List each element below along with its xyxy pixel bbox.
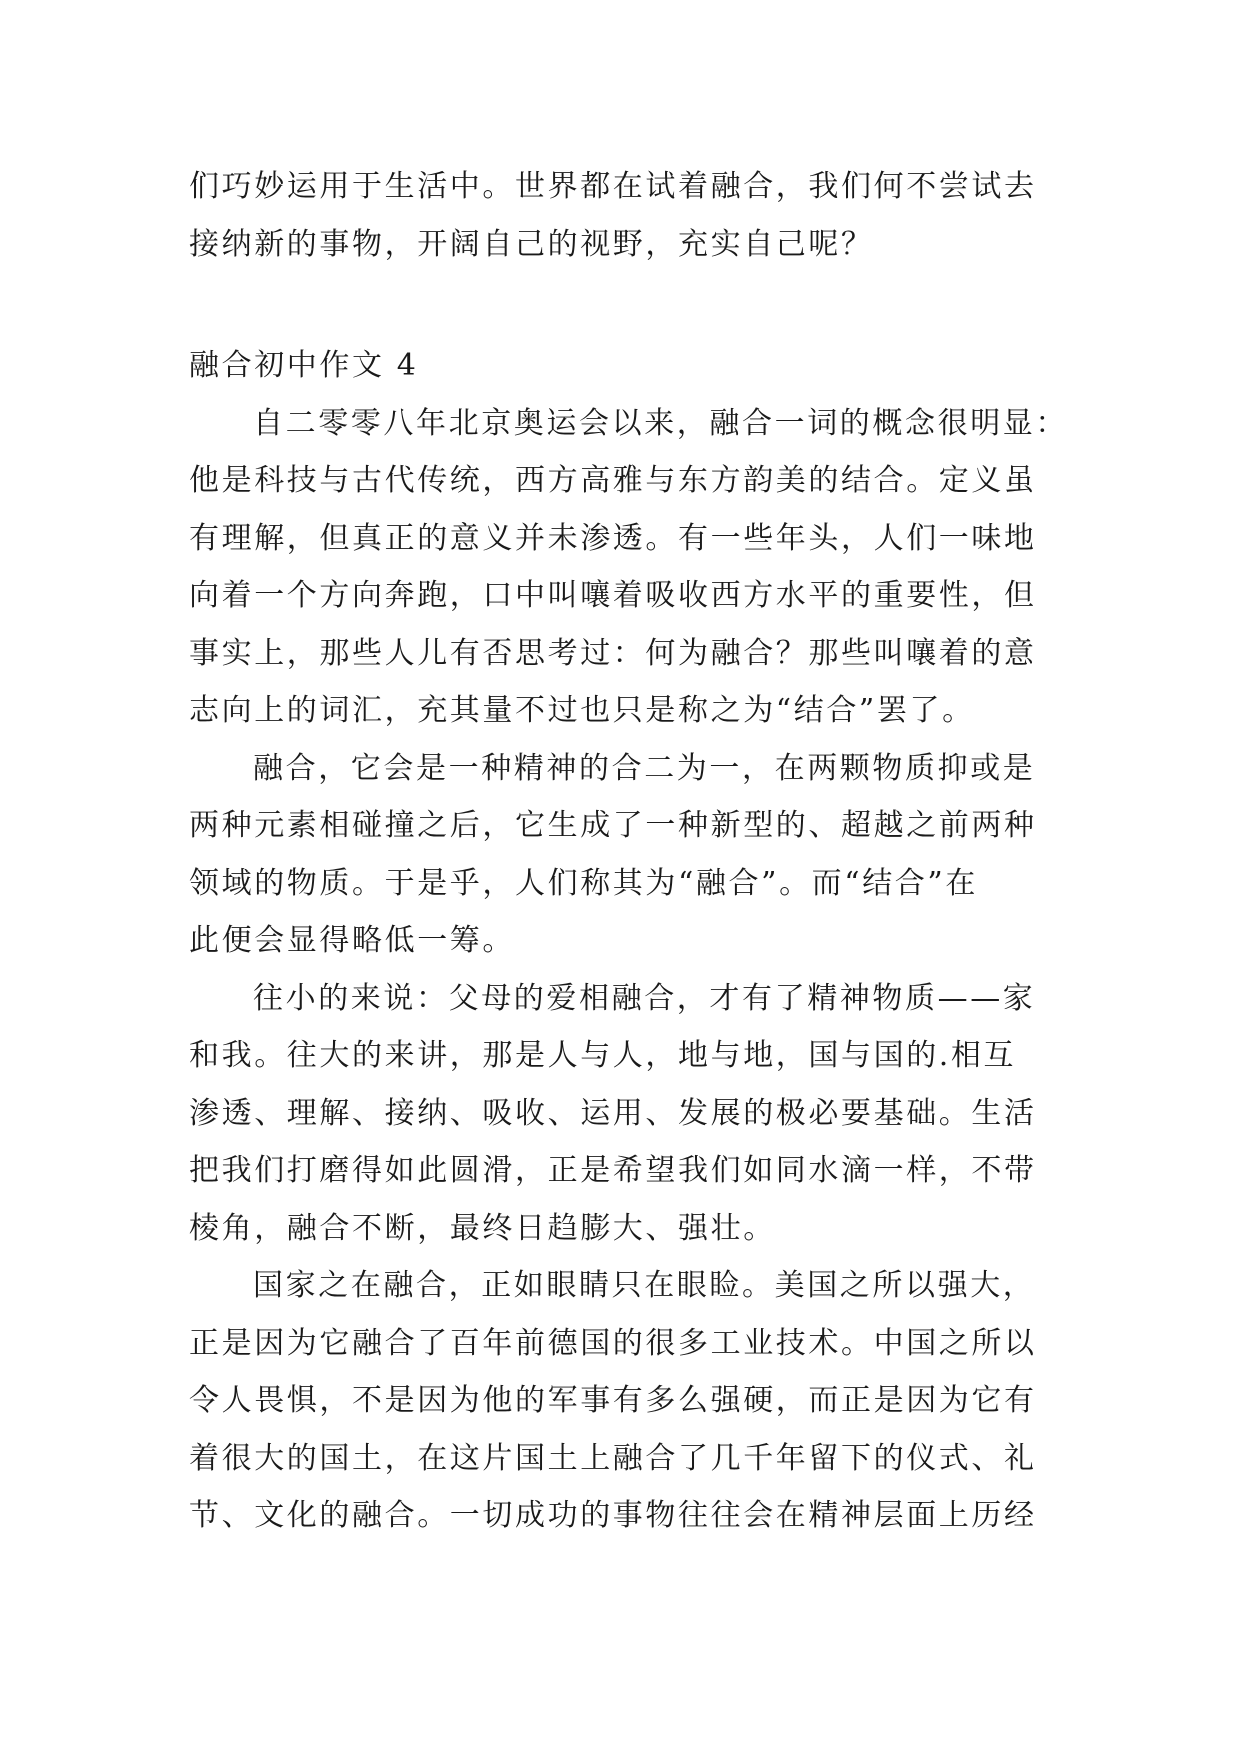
text-line: 节、文化的融合。一切成功的事物往往会在精神层面上历经 — [189, 1498, 1037, 1533]
text-line: 棱角，融合不断，最终日趋膨大、强壮。 — [189, 1210, 776, 1246]
text-line: 正是因为它融合了百年前德国的很多工业技术。中国之所以 — [189, 1325, 1037, 1361]
section-title: 融合初中作文 4 — [189, 348, 419, 383]
text-line: 自二零零八年北京奥运会以来，融合一词的概念很明显： — [253, 405, 1068, 441]
text-line: 融合，它会是一种精神的合二为一，在两颗物质抑或是 — [253, 750, 1036, 786]
intro-paragraph — [189, 158, 1051, 273]
text-line: 接纳新的事物，开阔自己的视野，充实自己呢？ — [189, 226, 874, 262]
text-line: 两种元素相碰撞之后，它生成了一种新型的、超越之前两种 — [189, 808, 1037, 843]
text-line: 志向上的词汇，充其量不过也只是称之为“结合”罢了。 — [189, 693, 975, 728]
text-line: 把我们打磨得如此圆滑，正是希望我们如同水滴一样，不带 — [189, 1153, 1037, 1188]
text-line: 渗透、理解、接纳、吸收、运用、发展的极必要基础。生活 — [189, 1095, 1037, 1131]
paragraph-3 — [189, 970, 1051, 1258]
paragraph-1 — [189, 395, 1068, 740]
document-page — [189, 158, 1068, 1545]
text-line: 领域的物质。于是乎，人们称其为“融合”。而“结合”在 — [189, 865, 978, 901]
text-line: 着很大的国土，在这片国土上融合了几千年留下的仪式、礼 — [189, 1440, 1037, 1476]
text-line: 他是科技与古代传统，西方高雅与东方韵美的结合。定义虽 — [189, 463, 1037, 498]
text-line: 向着一个方向奔跑，口中叫嚷着吸收西方水平的重要性，但 — [189, 578, 1037, 613]
text-line: 此便会显得略低一筹。 — [189, 923, 515, 958]
text-line: 有理解，但真正的意义并未渗透。有一些年头，人们一味地 — [189, 520, 1037, 556]
paragraph-4 — [189, 1257, 1051, 1545]
paragraph-2 — [189, 740, 1051, 970]
text-line: 国家之在融合，正如眼睛只在眼睑。美国之所以强大， — [253, 1268, 1036, 1303]
text-line: 令人畏惧，不是因为他的军事有多么强硬，而正是因为它有 — [189, 1383, 1037, 1418]
text-line: 们巧妙运用于生活中。世界都在试着融合，我们何不尝试去 — [189, 169, 1037, 204]
text-line: 和我。往大的来讲，那是人与人，地与地，国与国的.相互 — [189, 1038, 1017, 1073]
text-line: 往小的来说：父母的爱相融合，才有了精神物质——家 — [253, 980, 1036, 1016]
text-line: 事实上，那些人儿有否思考过：何为融合？那些叫嚷着的意 — [189, 635, 1037, 671]
